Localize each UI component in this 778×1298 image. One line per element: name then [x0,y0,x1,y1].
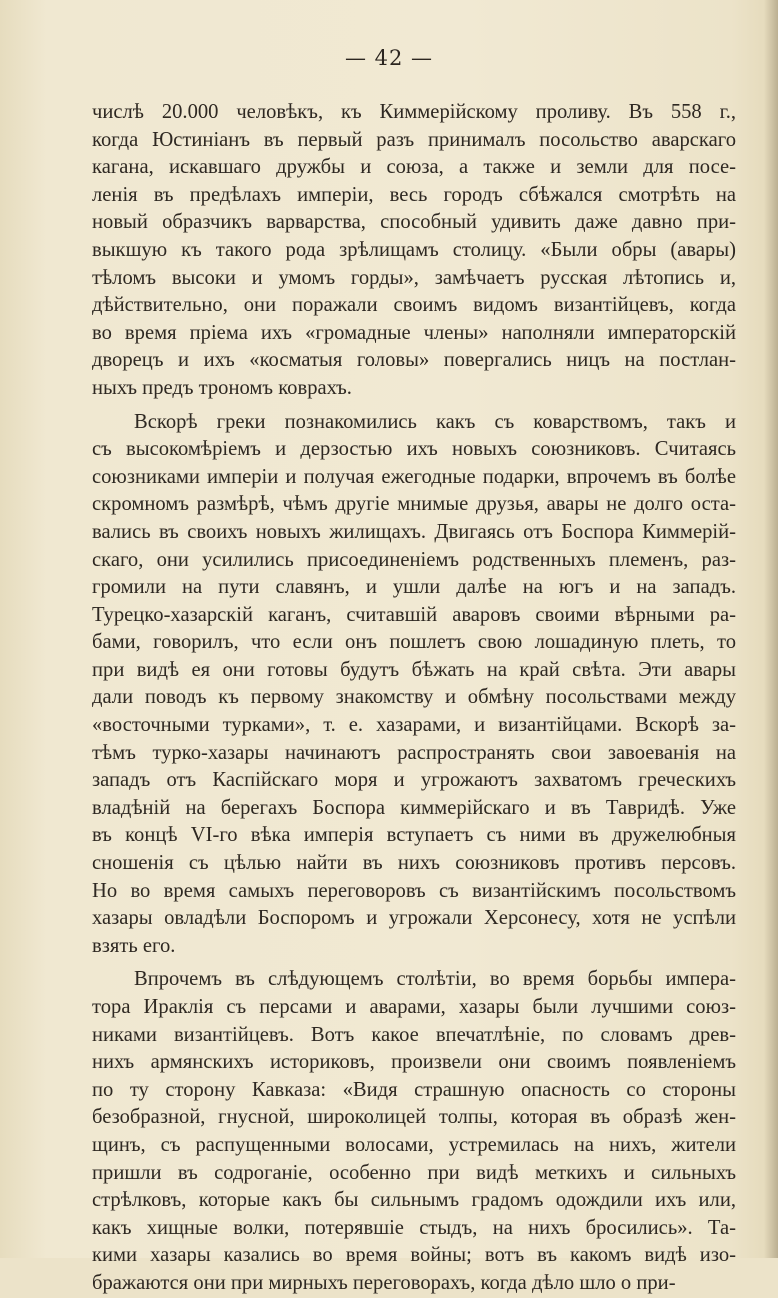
text-line: вались въ своихъ новыхъ жилищахъ. Двигаясь отъ Боспора Киммерій- [92,520,736,543]
text-line: когда Юстиніанъ въ первый разъ принималъ посольство аварскаго [92,128,736,151]
text-line: бражаются они при мирныхъ переговорахъ, когда дѣло шло о при- [92,1271,676,1294]
text-line: безобразной, гнусной, широколицей толпы, которая въ образѣ жен- [92,1106,736,1129]
paragraph [92,409,736,961]
text-line: щинъ, съ распущенными волосами, устремилась на нихъ, жители [92,1133,736,1156]
text-line: стрѣлковъ, которые какъ бы сильнымъ градомъ одождили ихъ или, [92,1189,736,1212]
text-line: тѣломъ высоки и умомъ горды», замѣчаетъ русская лѣтопись и, [92,266,736,289]
text-line: числѣ 20.000 человѣкъ, къ Киммерійскому проливу. Въ 558 г., [92,101,736,123]
text-line: во время пріема ихъ «громадные члены» наполняли императорскій [92,321,736,344]
paragraph [92,966,736,1297]
text-line: въ концѣ VI-го вѣка имперія вступаетъ съ ними въ дружелюбныя [92,824,736,847]
text-line: пришли въ содроганіе, особенно при видѣ меткихъ и сильныхъ [92,1161,736,1184]
text-line: союзниками имперіи и получая ежегодные подарки, впрочемъ въ болѣе [92,465,736,488]
text-line: кагана, искавшаго дружбы и союза, а также и земли для посе- [92,156,736,179]
text-line: нихъ армянскихъ историковъ, произвели они своимъ появленіемъ [92,1051,736,1074]
text-line: никами византійцевъ. Вотъ какое впечатлѣніе, по словамъ древ- [92,1023,736,1046]
text-line: взять его. [92,934,176,957]
text-line: выкшую къ такого рода зрѣлищамъ столицу. «Были обры (авары) [92,238,736,261]
text-line: «восточными турками», т. е. хазарами, и византійцами. Вскорѣ за- [92,714,736,737]
text-line: Впрочемъ въ слѣдующемъ столѣтіи, во время борьбы импера- [134,968,736,991]
paragraph [92,99,736,403]
text-line: при видѣ ея они готовы будутъ бѣжать на край свѣта. Эти авары [92,658,736,681]
text-line: Вскорѣ греки познакомились какъ съ коварствомъ, такъ и [134,410,736,433]
text-line: дали поводъ къ первому знакомству и обмѣну посольствами между [92,686,736,709]
text-line: сношенія съ цѣлью найти въ нихъ союзниковъ противъ персовъ. [92,852,736,875]
text-line: Но во время самыхъ переговоровъ съ византійскимъ посольствомъ [92,879,736,902]
text-line: по ту сторону Кавказа: «Видя страшную опасность со стороны [92,1078,736,1101]
text-line: какъ хищные волки, потерявшіе стыдъ, на нихъ бросились». Та- [92,1216,736,1239]
text-line: скаго, они усилились присоединеніемъ родственныхъ племенъ, раз- [92,548,736,571]
text-line: бами, говорилъ, что если онъ пошлетъ свою лошадиную плеть, то [92,631,736,654]
text-line: съ высокомѣріемъ и дерзостью ихъ новыхъ союзниковъ. Считаясь [92,438,736,461]
text-line: дѣйствительно, они поражали своимъ видомъ византійцевъ, когда [92,294,736,317]
text-line: хазары овладѣли Боспоромъ и угрожали Херсонесу, хотя не успѣли [92,907,736,930]
body-text [92,99,736,1298]
text-line: ленія въ предѣлахъ имперіи, весь городъ сбѣжался смотрѣть на [92,183,736,206]
text-line: западъ отъ Каспійскаго моря и угрожаютъ захватомъ греческихъ [92,769,736,792]
text-line: дворецъ и ихъ «косматыя головы» повергались ницъ на постлан- [92,349,736,372]
text-line: скромномъ размѣрѣ, чѣмъ другіе мнимые друзья, авары не долго оста- [92,493,736,516]
text-line: ныхъ предъ трономъ коврахъ. [92,376,352,399]
page-edge-shadow [764,0,778,1258]
text-line: Турецко-хазарскій каганъ, считавшій аваровъ своими вѣрными ра- [92,603,736,626]
text-line: кими хазары казались во время войны; вотъ въ какомъ видѣ изо- [92,1244,736,1267]
text-line: новый образчикъ варварства, способный удивить даже давно при- [92,211,736,234]
text-line: владѣній на берегахъ Боспора киммерійскаго и въ Тавридѣ. Уже [92,796,736,819]
text-line: тора Ираклія съ персами и аварами, хазары были лучшими союз- [92,996,736,1018]
text-line: тѣмъ турко-хазары начинаютъ распространять свои завоеванія на [92,741,736,764]
page-number: — 42 — [344,46,434,70]
text-line: громили на пути славянъ, и ушли далѣе на югъ и на западъ. [92,576,736,599]
